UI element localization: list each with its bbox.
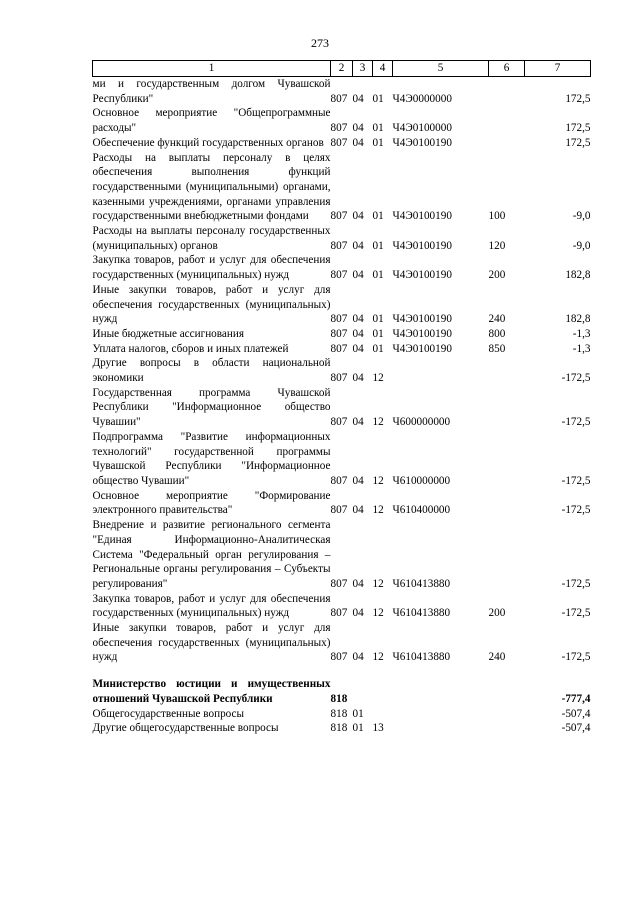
subsection-code-cell — [373, 677, 393, 706]
expense-type-code-cell — [489, 721, 525, 736]
ministry-code-cell: 807 — [330, 372, 348, 385]
expense-type-code-cell — [489, 677, 525, 706]
table-row — [93, 430, 591, 489]
table-row — [93, 342, 591, 357]
table-row — [93, 621, 591, 665]
target-article-code-cell: Ч610413880 — [392, 651, 451, 664]
item-name-cell: Расходы на выплаты персоналу государственных (муниципальных) органов — [92, 225, 331, 252]
expense-type-code-cell: 800 — [488, 327, 506, 340]
target-article-code-cell: Ч610400000 — [392, 504, 451, 517]
amount-cell: -172,5 — [561, 504, 591, 517]
expense-type-code-cell — [489, 489, 525, 518]
subsection-code-cell: 12 — [372, 474, 384, 487]
table-row — [93, 489, 591, 518]
header-col-6: 6 — [489, 61, 525, 77]
ministry-code-cell: 818 — [330, 707, 348, 720]
amount-cell: 172,5 — [565, 122, 591, 135]
item-name-cell: Иные бюджетные ассигнования — [92, 327, 244, 340]
target-article-code-cell: Ч610413880 — [392, 607, 451, 620]
expense-type-code-cell — [489, 386, 525, 430]
subsection-code-cell: 01 — [372, 269, 384, 282]
target-article-code-cell: Ч4Э0100190 — [392, 210, 452, 223]
amount-cell: -172,5 — [561, 607, 591, 620]
target-article-code-cell — [393, 721, 489, 736]
ministry-code-cell: 807 — [330, 327, 348, 340]
target-article-code-cell: Ч4Э0100000 — [392, 122, 452, 135]
item-name-cell: ми и государственным долгом Чувашской Республики" — [92, 78, 331, 105]
expense-type-code-cell: 240 — [488, 651, 506, 664]
target-article-code-cell: Ч4Э0100190 — [392, 239, 452, 252]
section-code-cell: 04 — [352, 504, 364, 517]
expense-type-code-cell — [489, 77, 525, 107]
spacer-cell — [93, 665, 591, 677]
section-code-cell: 04 — [352, 327, 364, 340]
subsection-code-cell: 01 — [372, 342, 384, 355]
amount-cell: -172,5 — [561, 372, 591, 385]
ministry-code-cell: 818 — [330, 722, 348, 735]
page-number: 273 — [311, 36, 329, 50]
amount-cell: 172,5 — [565, 136, 591, 149]
header-col-4: 4 — [373, 61, 393, 77]
budget-table — [92, 60, 591, 736]
subsection-code-cell: 01 — [372, 92, 384, 105]
item-name-cell: Внедрение и развитие регионального сегмента "Единая Информационно-Аналитическая Система "Федеральный орган регулирования – Региональные органы регулирования – Субъекты регулирования" — [92, 519, 331, 590]
header-col-3: 3 — [353, 61, 373, 77]
amount-cell: -1,3 — [572, 327, 591, 340]
item-name-cell: Министерство юстиции и имущественных отношений Чувашской Республики — [92, 678, 331, 705]
table-row — [93, 677, 591, 706]
amount-cell: 172,5 — [565, 92, 591, 105]
ministry-code-cell: 807 — [330, 239, 348, 252]
subsection-code-cell: 01 — [372, 210, 384, 223]
subsection-code-cell: 12 — [372, 607, 384, 620]
table-header — [93, 61, 591, 77]
target-article-code-cell: Ч4Э0100190 — [392, 327, 452, 340]
target-article-code-cell: Ч600000000 — [392, 416, 451, 429]
table-body — [93, 77, 591, 736]
amount-cell: -172,5 — [561, 416, 591, 429]
expense-type-code-cell — [489, 518, 525, 592]
target-article-code-cell: Ч4Э0100190 — [392, 136, 452, 149]
item-name-cell: Другие вопросы в области национальной экономики — [92, 357, 331, 385]
expense-type-code-cell — [489, 430, 525, 489]
section-code-cell: 04 — [352, 210, 364, 223]
amount-cell: -9,0 — [572, 210, 591, 223]
amount-cell: -172,5 — [561, 651, 591, 664]
table-row — [93, 592, 591, 621]
expense-type-code-cell — [489, 356, 525, 385]
target-article-code-cell — [393, 707, 489, 722]
section-code-cell: 04 — [352, 651, 364, 664]
header-col-2: 2 — [331, 61, 353, 77]
target-article-code-cell: Ч4Э0100190 — [392, 269, 452, 282]
subsection-code-cell — [373, 707, 393, 722]
expense-type-code-cell: 120 — [488, 239, 506, 252]
expense-type-code-cell: 240 — [488, 313, 506, 326]
ministry-code-cell: 807 — [330, 651, 348, 664]
amount-cell: -1,3 — [572, 342, 591, 355]
expense-type-code-cell — [489, 106, 525, 135]
amount-cell: -777,4 — [561, 692, 591, 705]
table-row — [93, 106, 591, 135]
section-code-cell: 04 — [352, 372, 364, 385]
ministry-code-cell: 807 — [330, 313, 348, 326]
table-row — [93, 707, 591, 722]
item-name-cell: Подпрограмма "Развитие информационных технологий" государственной программы Чувашской Республики "Информационное общество Чувашии" — [92, 430, 331, 487]
table-row — [93, 518, 591, 592]
ministry-code-cell: 807 — [330, 504, 348, 517]
target-article-code-cell: Ч4Э0100190 — [392, 342, 452, 355]
section-code-cell: 04 — [352, 239, 364, 252]
item-name-cell: Основное мероприятие "Общепрограммные расходы" — [92, 107, 331, 135]
expense-type-code-cell — [489, 136, 525, 151]
section-code-cell: 04 — [352, 416, 364, 429]
item-name-cell: Уплата налогов, сборов и иных платежей — [92, 342, 289, 355]
subsection-code-cell: 12 — [372, 504, 384, 517]
subsection-code-cell: 12 — [372, 651, 384, 664]
ministry-code-cell: 807 — [330, 416, 348, 429]
section-code-cell — [353, 677, 373, 706]
ministry-code-cell: 807 — [330, 122, 348, 135]
target-article-code-cell — [393, 356, 489, 385]
amount-cell: -172,5 — [561, 577, 591, 590]
section-code-cell: 04 — [352, 92, 364, 105]
subsection-code-cell: 01 — [372, 122, 384, 135]
section-code-cell: 01 — [352, 707, 364, 720]
section-code-cell: 04 — [352, 136, 364, 149]
subsection-code-cell: 13 — [372, 722, 384, 735]
spacer-row — [93, 665, 591, 677]
subsection-code-cell: 01 — [372, 239, 384, 252]
section-code-cell: 01 — [352, 722, 364, 735]
ministry-code-cell: 807 — [330, 577, 348, 590]
section-code-cell: 04 — [352, 474, 364, 487]
expense-type-code-cell: 850 — [488, 342, 506, 355]
expense-type-code-cell — [489, 707, 525, 722]
item-name-cell: Государственная программа Чувашской Республики "Информационное общество Чувашии" — [92, 386, 331, 429]
item-name-cell: Иные закупки товаров, работ и услуг для обеспечения государственных (муниципальных) нужд — [92, 622, 331, 664]
target-article-code-cell — [393, 677, 489, 706]
section-code-cell: 04 — [352, 122, 364, 135]
header-col-5: 5 — [393, 61, 489, 77]
table-row — [93, 283, 591, 327]
ministry-code-cell: 807 — [330, 92, 348, 105]
amount-cell: -9,0 — [572, 239, 591, 252]
amount-cell: -507,4 — [561, 722, 591, 735]
item-name-cell: Закупка товаров, работ и услуг для обеспечения государственных (муниципальных) нужд — [92, 592, 331, 620]
amount-cell: -507,4 — [561, 707, 591, 720]
item-name-cell: Обеспечение функций государственных органов — [92, 136, 324, 149]
target-article-code-cell: Ч610000000 — [392, 474, 451, 487]
ministry-code-cell: 818 — [330, 692, 348, 705]
item-name-cell: Расходы на выплаты персоналу в целях обеспечения выполнения функций государственными (муниципальными) органами, казенными учреждениями, органами управления государственными внебюджетными фондами — [92, 151, 331, 223]
header-col-1: 1 — [93, 61, 331, 77]
ministry-code-cell: 807 — [330, 269, 348, 282]
item-name-cell: Основное мероприятие "Формирование электронного правительства" — [92, 489, 331, 517]
ministry-code-cell: 807 — [330, 607, 348, 620]
item-name-cell: Другие общегосударственные вопросы — [92, 722, 279, 735]
expense-type-code-cell: 200 — [488, 269, 506, 282]
section-code-cell: 04 — [352, 577, 364, 590]
target-article-code-cell: Ч4Э0100190 — [392, 313, 452, 326]
target-article-code-cell: Ч610413880 — [392, 577, 451, 590]
table-row — [93, 77, 591, 107]
amount-cell: -172,5 — [561, 474, 591, 487]
item-name-cell: Общегосударственные вопросы — [92, 707, 245, 720]
subsection-code-cell: 01 — [372, 313, 384, 326]
section-code-cell: 04 — [352, 342, 364, 355]
ministry-code-cell: 807 — [330, 136, 348, 149]
ministry-code-cell: 807 — [330, 210, 348, 223]
section-code-cell: 04 — [352, 313, 364, 326]
section-code-cell: 04 — [352, 607, 364, 620]
subsection-code-cell: 12 — [372, 372, 384, 385]
item-name-cell: Закупка товаров, работ и услуг для обеспечения государственных (муниципальных) нужд — [92, 254, 331, 282]
table-row — [93, 151, 591, 225]
amount-cell: 182,8 — [565, 269, 591, 282]
subsection-code-cell: 01 — [372, 136, 384, 149]
subsection-code-cell: 12 — [372, 416, 384, 429]
ministry-code-cell: 807 — [330, 342, 348, 355]
ministry-code-cell: 807 — [330, 474, 348, 487]
table-row — [93, 386, 591, 430]
table-row — [93, 721, 591, 736]
expense-type-code-cell: 200 — [488, 607, 506, 620]
target-article-code-cell: Ч4Э0000000 — [392, 92, 452, 105]
item-name-cell: Иные закупки товаров, работ и услуг для обеспечения государственных (муниципальных) нужд — [92, 283, 331, 326]
table-row — [93, 327, 591, 342]
table-row — [93, 253, 591, 282]
table-row — [93, 356, 591, 385]
table-row — [93, 136, 591, 151]
header-col-7: 7 — [525, 61, 591, 77]
table-row — [93, 224, 591, 253]
section-code-cell: 04 — [352, 269, 364, 282]
subsection-code-cell: 01 — [372, 327, 384, 340]
subsection-code-cell: 12 — [372, 577, 384, 590]
expense-type-code-cell: 100 — [488, 210, 506, 223]
amount-cell: 182,8 — [565, 313, 591, 326]
